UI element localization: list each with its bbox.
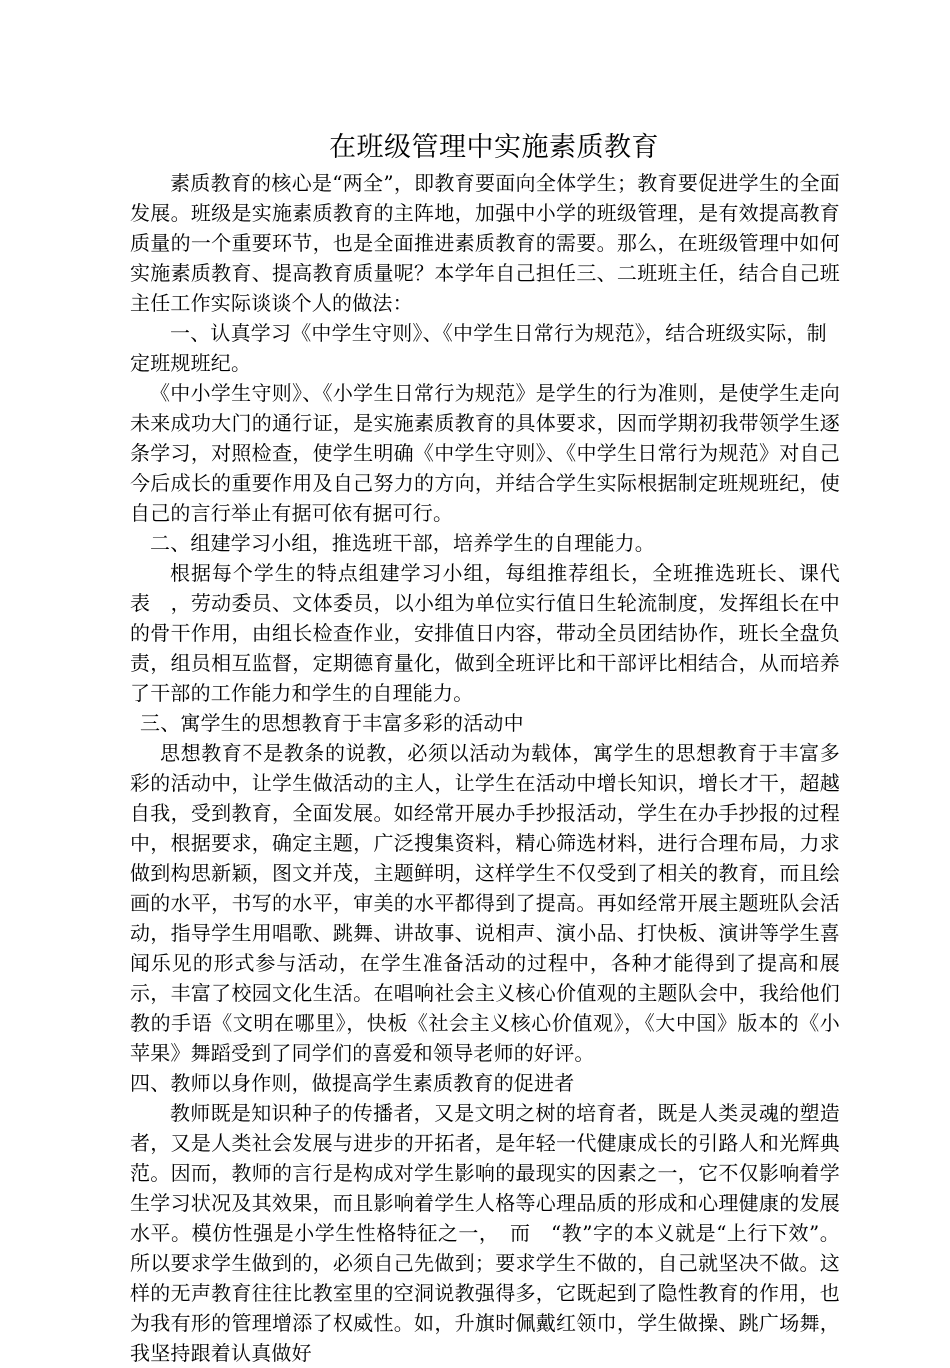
section-4-body: 教师既是知识种子的传播者，又是文明之树的培育者，既是人类灵魂的塑造者，又是人类社会发展与进步的开拓者，是年轻一代健康成长的引路人和光辉典范。因而，教师的言行是构成对学生影响的最现实的因素之一，它不仅影响着学生学习状况及其效果，而且影响着学生人格等心理品质的形成和心理健康的发展水平。模仿性强是小学生性格特征之一， 而 “教”字的本义就是“上行下效”。所以要求学生做到的，必须自己先做到；要求学生不做的，自己就坚决不做。这样的无声教育往往比教室里的空洞说教强得多，它既起到了隐性教育的作用，也为我有形的管理增添了权威性。如，升旗时佩戴红领巾，学生做操、跳广场舞，我坚持跟着认真做好: [130, 1101, 840, 1365]
intro-paragraph: 素质教育的核心是“两全”，即教育要面向全体学生；教育要促进学生的全面发展。班级是实施素质教育的主阵地，加强中小学的班级管理，是有效提高教育质量的一个重要环节，也是全面推进素质教育的需要。那么，在班级管理中如何实施素质教育、提高教育质量呢？本学年自己担任三、二班班主任，结合自己班主任工作实际谈谈个人的做法：: [130, 171, 840, 315]
section-3-body: 思想教育不是教条的说教，必须以活动为载体，寓学生的思想教育于丰富多彩的活动中，让学生做活动的主人，让学生在活动中增长知识，增长才干，超越自我，受到教育，全面发展。如经常开展办手抄报活动，学生在办手抄报的过程中，根据要求，确定主题，广泛搜集资料，精心筛选材料，进行合理布局，力求做到构思新颖，图文并茂，主题鲜明，这样学生不仅受到了相关的教育，而且绘画的水平，书写的水平，审美的水平都得到了提高。再如经常开展主题班队会活动，指导学生用唱歌、跳舞、讲故事、说相声、演小品、打快板、演讲等学生喜闻乐见的形式参与活动，在学生准备活动的过程中，各种才能得到了提高和展示，丰富了校园文化生活。在唱响社会主义核心价值观的主题队会中，我给他们教的手语《文明在哪里》，快板《社会主义核心价值观》，《大中国》版本的《小苹果》舞蹈受到了同学们的喜爱和领导老师的好评。: [130, 741, 840, 1065]
section-2-body: 根据每个学生的特点组建学习小组，每组推荐组长，全班推选班长、课代表 ，劳动委员、文体委员，以小组为单位实行值日生轮流制度，发挥组长在中的骨干作用，由组长检查作业，安排值日内容，带动全员团结协作，班长全盘负责，组员相互监督，定期德育量化，做到全班评比和干部评比相结合，从而培养了干部的工作能力和学生的自理能力。: [130, 561, 840, 705]
document-title: 在班级管理中实施素质教育: [329, 132, 659, 163]
document-page: [130, 128, 840, 1368]
section-heading-3: 三、寓学生的思想教育于丰富多彩的活动中: [140, 711, 524, 735]
section-1-body: 《中小学生守则》、《小学生日常行为规范》是学生的行为准则，是使学生走向未来成功大门的通行证，是实施素质教育的具体要求，因而学期初我带领学生逐条学习，对照检查，使学生明确《中学生守则》、《中学生日常行为规范》对自己今后成长的重要作用及自己努力的方向，并结合学生实际根据制定班规班纪，使自己的言行举止有据可依有据可行。: [130, 381, 840, 525]
section-heading-4: 四、教师以身作则，做提高学生素质教育的促进者: [130, 1071, 575, 1095]
section-heading-2: 二、组建学习小组，推选班干部，培养学生的自理能力。: [150, 531, 655, 555]
section-heading-1: 一、认真学习《中学生守则》、《中学生日常行为规范》，结合班级实际，制定班规班纪。: [130, 321, 827, 375]
